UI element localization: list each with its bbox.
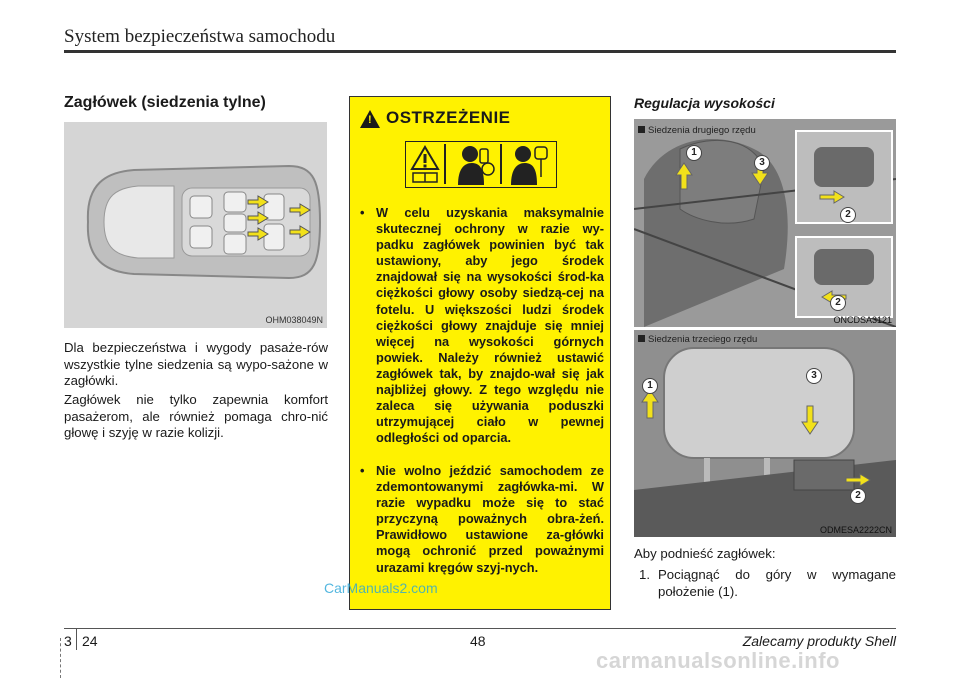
raise-instruction: Aby podnieść zagłówek:	[634, 546, 776, 561]
figure-caption: ONCDSA3121	[833, 315, 892, 325]
step-1-number: 1.	[639, 567, 650, 582]
paragraph-intro: Dla bezpieczeństwa i wygody pasaże-rów wszystkie tylne siedzenia są wypo-sażone w zagłówki.	[64, 340, 328, 388]
headrest-icon	[505, 143, 555, 185]
paragraph-protection: Zagłówek nie tylko zapewnia komfort pasażerom, ale również pomaga chro-nić głowę i szyję w razie kolizji.	[64, 392, 328, 440]
shell-slogan: Zalecamy produkty Shell	[742, 633, 896, 649]
manual-warning-icon	[408, 143, 442, 185]
step-badge-1: 1	[642, 378, 658, 394]
section-heading: Zagłówek (siedzenia tylne)	[64, 94, 266, 111]
figure-caption: OHM038049N	[265, 315, 323, 325]
footer-rule	[64, 628, 896, 629]
third-row-headrest-illustration	[634, 330, 896, 537]
step-badge-2: 2	[840, 207, 856, 223]
section-number: 3	[64, 633, 72, 649]
watermark-carmanuals: CarManuals2.com	[324, 580, 438, 596]
page-margin-dash	[60, 638, 62, 678]
sheet-number: 48	[470, 633, 486, 649]
third-row-label-text: Siedzenia trzeciego rzędu	[648, 334, 758, 345]
step-1-text: Pociągnąć do góry w wymagane położenie (1).	[658, 567, 896, 599]
second-row-headrest-illustration	[634, 119, 896, 327]
footer-tick	[76, 628, 77, 650]
warning-title: OSTRZEŻENIE	[386, 108, 511, 127]
third-row-label	[638, 334, 757, 345]
warning-triangle-icon: !	[360, 110, 380, 128]
pictogram-separator	[500, 144, 502, 184]
step-badge-3: 3	[754, 155, 770, 171]
car-seat-figure	[64, 122, 327, 328]
step-badge-1: 1	[686, 145, 702, 161]
figure-caption: ODMESA2222CN	[819, 525, 892, 535]
page-header: System bezpieczeństwa samochodu	[64, 26, 336, 47]
pictogram-separator	[444, 144, 446, 184]
watermark-site: carmanualsonline.info	[596, 648, 840, 673]
warning-bullet-text: Nie wolno jeździć samochodem ze zdemontowanymi zagłówka-mi. W razie wypadku może się to stać przyczyną poważnych obra-żeń. Prawidłowo ustawione za-główki mogą ochronić przed poważnymi urazami kręgów szyj-nych.	[376, 463, 604, 575]
car-topview-illustration	[64, 122, 327, 328]
second-row-label	[638, 125, 756, 136]
header-rule	[64, 50, 896, 53]
warning-pictograms	[405, 141, 557, 188]
third-row-headrest-figure	[634, 330, 896, 537]
page-number: 24	[82, 633, 98, 649]
step-badge-2: 2	[850, 488, 866, 504]
subsection-heading: Regulacja wysokości	[634, 95, 775, 111]
step-badge-2: 2	[830, 295, 846, 311]
warning-bullet: • W celu uzyskania maksymalnie skutecznej ochrony w razie wy-padku zagłówek powinien być tak ustawiony, aby jego środek znajdował się na wysokości środ-ka ciężkości głowy osoby siedzą-cej na fotelu. U większości ludzi środek ciężkości głowy znajduje się mniej więcej na wysokości górnych powiek. Należy również ustawić zagłówek tak, by znajdo-wał się jak najbliżej głowy. Z tego względu nie zaleca się używania poduszki utrzymującej ciało w pewnej odległości od oparcia.	[360, 205, 604, 446]
second-row-headrest-figure	[634, 119, 896, 327]
second-row-label-text: Siedzenia drugiego rzędu	[648, 125, 756, 136]
warning-bullet-text: W celu uzyskania maksymalnie skutecznej ochrony w razie wy-padku zagłówek powinien być tak ustawiony, aby jego środek znajdował się na wysokości środ-ka ciężkości głowy osoby siedzą-cej na fotelu. U większości ludzi środek ciężkości głowy znajduje się mniej więcej na wysokości górnych powiek. Należy również ustawić zagłówek tak, by znajdo-wał się jak najbliżej głowy. Z tego względu nie zaleca się używania poduszki utrzymującej ciało w pewnej odległości od oparcia.	[376, 205, 604, 446]
step-badge-3: 3	[806, 368, 822, 384]
warning-box	[349, 96, 611, 610]
warning-bullet: • Nie wolno jeździć samochodem ze zdemontowanymi zagłówka-mi. W razie wypadku może się to stać przyczyną poważnych obra-żeń. Prawidłowo ustawione za-główki mogą ochronić przed poważnymi urazami kręgów szyj-nych.	[360, 463, 604, 575]
head-position-icon	[450, 143, 496, 185]
